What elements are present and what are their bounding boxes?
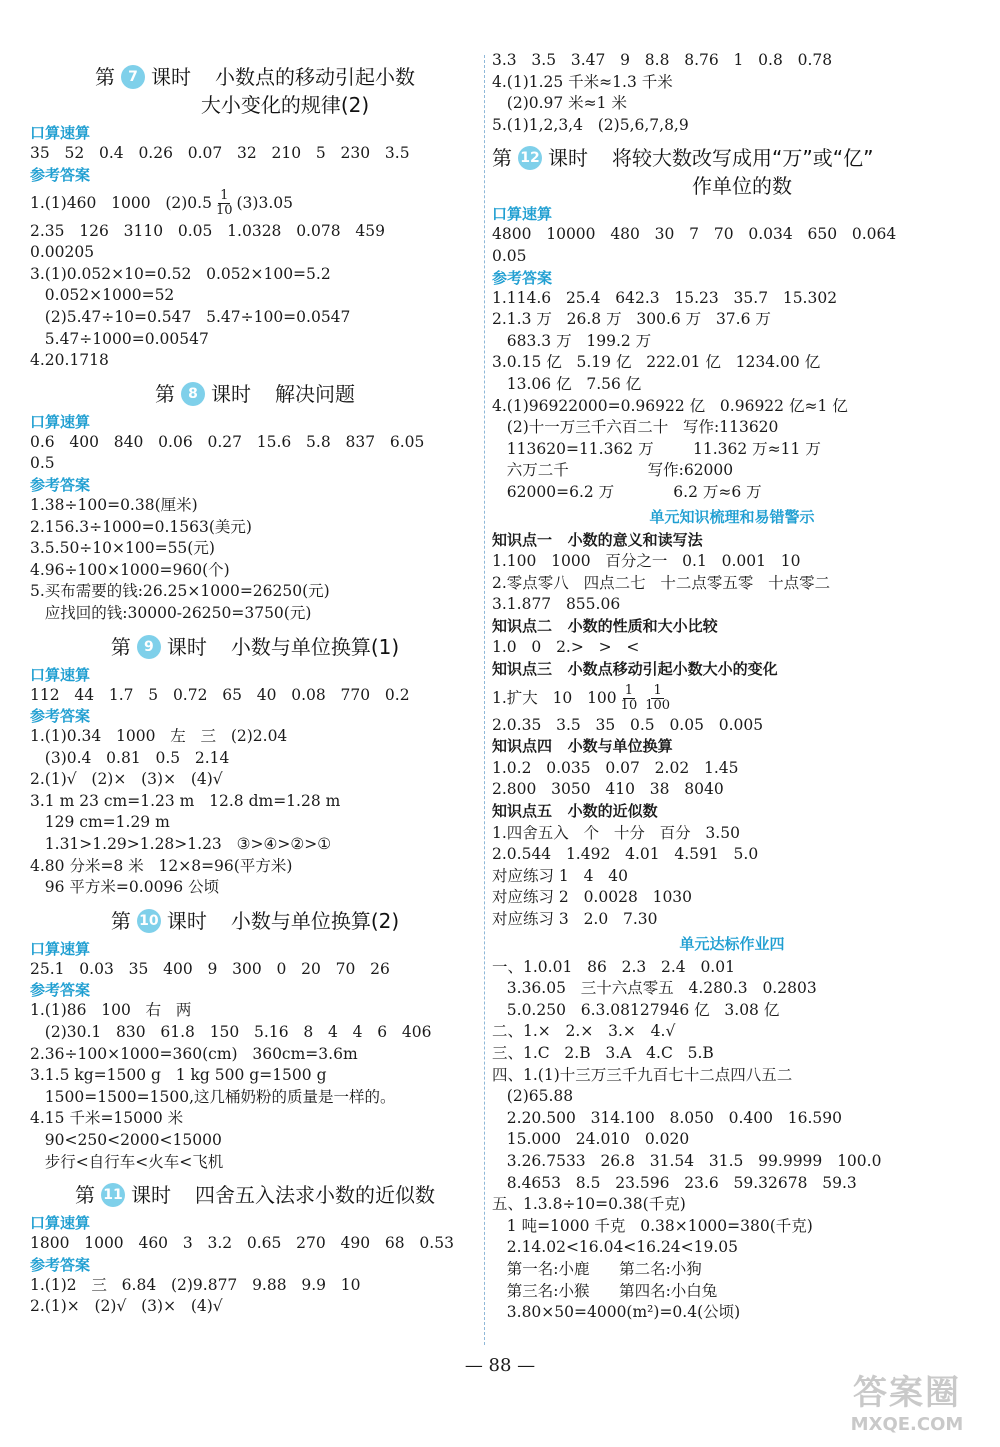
answer-line: 62000=6.2 万 6.2 万≈6 万 (492, 482, 762, 501)
lesson-suffix: 课时 (151, 65, 191, 89)
answer-line: (2)65.88 (492, 1087, 574, 1106)
answer-line: 15.000 24.010 0.020 (492, 1130, 690, 1149)
lesson-title: 小数点的移动引起小数 (215, 65, 415, 89)
knowledge-point-heading: 知识点四 小数与单位换算 (492, 737, 673, 756)
column-divider (484, 55, 485, 1345)
answer-line: 1.100 1000 百分之一 0.1 0.001 10 (492, 552, 801, 571)
answer-line: 4.20.1718 (30, 351, 109, 370)
answer-line: 2.0.544 1.492 4.01 4.591 5.0 (492, 845, 759, 864)
fraction (621, 684, 638, 713)
answer-line: 1.(1)2 三 6.84 (2)9.877 9.88 9.9 10 (30, 1275, 361, 1294)
answer-line: 5.买布需要的钱:26.25×1000=26250(元) (30, 582, 330, 601)
answer-line: 5.0.250 6.3.08127946 亿 3.08 亿 (492, 1000, 780, 1019)
fraction-denominator: 100 (645, 698, 671, 714)
answer-text: (3)3.05 (236, 193, 293, 212)
answer-line: 90<250<2000<15000 (30, 1131, 222, 1149)
practice-line: 对应练习 1 4 40 (492, 866, 628, 885)
answer-line: 二、1.× 2.× 3.× 4.√ (492, 1022, 676, 1041)
oral-calc-answers: 0.05 (492, 246, 527, 265)
answer-line: 4.(1)96922000=0.96922 亿 0.96922 亿≈1 亿 (492, 396, 848, 415)
answer-line: 3.80×50=4000(m²)=0.4(公顷) (492, 1303, 741, 1322)
answer-line: 4.96÷100×1000=960(个) (30, 560, 230, 579)
answer-line: 2.14.02<16.04<16.24<19.05 (492, 1238, 739, 1257)
lesson-title: 将较大数改写成用“万”或“亿” (612, 146, 874, 171)
practice-line: 对应练习 3 2.0 7.30 (492, 910, 658, 928)
right-column (492, 50, 972, 1324)
answer-line: 2.零点零八 四点二七 十二点零五零 十点零二 (492, 573, 831, 592)
lesson-prefix: 第 (75, 1183, 95, 1208)
lesson-12-heading (492, 144, 972, 200)
lesson-title: 小数与单位换算(1) (230, 634, 400, 659)
lesson-prefix: 第 (492, 146, 512, 171)
watermark-domain: MXQE.COM (850, 1414, 964, 1435)
answer-line: 3.5.50÷10×100=55(元) (30, 539, 215, 558)
fraction-numerator: 1 (624, 683, 634, 699)
answer-line: 2.1.3 万 26.8 万 300.6 万 37.6 万 (492, 310, 771, 329)
answer-line: 3.26.7533 26.8 31.54 31.5 99.9999 100.0 (492, 1151, 882, 1170)
answer-line: 第三名:小猴 第四名:小白兔 (492, 1281, 718, 1300)
site-watermark-logo (832, 1365, 982, 1435)
answer-line: 2.0.35 3.5 35 0.5 0.05 0.005 (492, 715, 764, 734)
lesson-8-heading (30, 380, 480, 408)
oral-calc-label: 口算速算 (30, 124, 91, 142)
answer-line: 一、1.0.01 86 2.3 2.4 0.01 (492, 957, 735, 976)
oral-calc-label: 口算速算 (492, 205, 553, 224)
lesson-suffix: 课时 (166, 634, 207, 659)
oral-calc-label: 口算速算 (30, 412, 91, 431)
answer-line: 2.20.500 314.100 8.050 0.400 16.590 (492, 1108, 843, 1127)
answer-line: 应找回的钱:30000-26250=3750(元) (30, 603, 312, 622)
answer-line: 8.4653 8.5 23.596 23.6 59.32678 59.3 (492, 1173, 857, 1192)
reference-answer-label: 参考答案 (30, 165, 91, 184)
answer-line: 5.(1)1,2,3,4 (2)5,6,7,8,9 (492, 115, 689, 134)
reference-answer-label: 参考答案 (30, 981, 91, 1000)
fraction (216, 189, 233, 218)
fraction-denominator: 10 (215, 203, 233, 219)
lesson-title: 四舍五入法求小数的近似数 (195, 1183, 435, 1208)
answer-text: 1.扩大 10 100 (492, 688, 617, 707)
left-column (30, 55, 480, 1318)
answer-line: (3)0.4 0.81 0.5 2.14 (30, 748, 230, 767)
answer-line: 1.114.6 25.4 642.3 15.23 35.7 15.302 (492, 288, 838, 307)
lesson-number-badge: 12 (518, 146, 542, 170)
answer-line: 1.(1)86 100 右 两 (30, 1001, 192, 1020)
lesson-title: 小数与单位换算(2) (230, 908, 400, 933)
reference-answer-label: 参考答案 (30, 707, 91, 726)
lesson-title: 解决问题 (275, 381, 355, 406)
oral-calc-answers: 1800 1000 460 3 3.2 0.65 270 490 68 0.53 (30, 1234, 454, 1253)
lesson-9-heading (30, 633, 480, 661)
oral-calc-label: 口算速算 (30, 1214, 91, 1233)
answer-line: 2.36÷100×1000=360(cm) 360cm=3.6m (30, 1044, 358, 1063)
answer-text: 1.(1)460 1000 (2)0.5 (30, 193, 212, 212)
fraction (645, 684, 670, 713)
answer-line: 4.15 千米=15000 米 (30, 1109, 184, 1128)
answer-line: 1 吨=1000 千克 0.38×1000=380(千克) (492, 1216, 813, 1235)
answer-line: (2)0.97 米≈1 米 (492, 94, 627, 113)
oral-calc-label: 口算速算 (30, 939, 91, 958)
answer-line: 3.1.877 855.06 (492, 595, 621, 614)
answer-line: (2)30.1 830 61.8 150 5.16 8 4 4 6 406 (30, 1023, 432, 1042)
answer-line: 2.35 126 3110 0.05 1.0328 0.078 459 (30, 221, 385, 240)
answer-line: 5.47÷1000=0.00547 (30, 329, 209, 348)
answer-line: 96 平方米=0.0096 公顷 (30, 878, 220, 897)
lesson-suffix: 课时 (166, 908, 207, 933)
lesson-prefix: 第 (110, 634, 131, 659)
answer-line: 129 cm=1.29 m (30, 813, 170, 832)
answer-line (30, 185, 480, 221)
knowledge-point-heading: 知识点一 小数的意义和读写法 (492, 530, 703, 549)
answer-line: 1.38÷100=0.38(厘米) (30, 495, 198, 514)
reference-answer-label: 参考答案 (30, 1255, 91, 1274)
lesson-suffix: 课时 (131, 1183, 171, 1208)
lesson-number-badge: 7 (121, 65, 145, 89)
answer-line: 五、1.3.8÷10=0.38(千克) (492, 1195, 686, 1214)
answer-line: 3.1.5 kg=1500 g 1 kg 500 g=1500 g (30, 1066, 327, 1085)
answer-line: 683.3 万 199.2 万 (492, 331, 652, 350)
answer-line: 1.四舍五入 个 十分 百分 3.50 (492, 823, 740, 842)
lesson-title-line2: 作单位的数 (692, 174, 792, 199)
lesson-suffix: 课时 (548, 146, 588, 171)
answer-line: 3.0.15 亿 5.19 亿 222.01 亿 1234.00 亿 (492, 353, 821, 372)
answer-line: 0.00205 (30, 243, 95, 262)
reference-answer-label: 参考答案 (492, 268, 553, 287)
lesson-suffix: 课时 (211, 381, 251, 406)
oral-calc-answers: 35 52 0.4 0.26 0.07 32 210 5 230 3.5 (30, 144, 410, 162)
answer-line: (2)十一万三千六百二十 写作:113620 (492, 418, 779, 437)
oral-calc-answers: 25.1 0.03 35 400 9 300 0 20 70 26 (30, 959, 390, 978)
answer-line: 0.052×1000=52 (30, 286, 175, 305)
answer-line: 三、1.C 2.B 3.A 4.C 5.B (492, 1043, 714, 1062)
practice-line: 对应练习 2 0.0028 1030 (492, 888, 693, 907)
oral-calc-label: 口算速算 (30, 665, 91, 684)
answer-line (492, 681, 972, 715)
answer-line: 113620=11.362 万 11.362 万≈11 万 (492, 439, 821, 458)
lesson-title-line2: 大小变化的规律(2) (200, 93, 370, 117)
knowledge-point-heading: 知识点二 小数的性质和大小比较 (492, 616, 718, 635)
answer-line: 六万二千 写作:62000 (492, 461, 734, 480)
knowledge-point-heading: 知识点三 小数点移动引起小数大小的变化 (492, 660, 778, 679)
answer-line: 四、1.(1)十三万三千九百七十二点四八五二 (492, 1065, 793, 1084)
oral-calc-answers: 0.5 (30, 454, 55, 473)
page-number: — 88 — (464, 1355, 536, 1376)
lesson-number-badge: 10 (137, 909, 161, 933)
lesson-prefix: 第 (110, 908, 131, 933)
answer-line: 第一名:小鹿 第二名:小狗 (492, 1259, 702, 1278)
oral-calc-answers: 112 44 1.7 5 0.72 65 40 0.08 770 0.2 (30, 685, 410, 704)
fraction-numerator: 1 (653, 683, 662, 699)
answer-line: 13.06 亿 7.56 亿 (492, 374, 642, 393)
answer-line: 1.0 0 2.> > < (492, 638, 640, 657)
answer-line: 1.31>1.29>1.28>1.23 ③>④>②>① (30, 835, 332, 854)
oral-calc-answers: 0.6 400 840 0.06 0.27 15.6 5.8 837 6.05 (30, 432, 425, 451)
lesson-11-heading (30, 1181, 480, 1209)
answer-line: 1500=1500=1500,这几桶奶粉的质量是一样的。 (30, 1087, 396, 1106)
lesson-10-heading (30, 907, 480, 935)
lesson-number-badge: 9 (137, 635, 161, 659)
fraction-denominator: 10 (620, 698, 638, 714)
answer-line: 3.3 3.5 3.47 9 8.8 8.76 1 0.8 0.78 (492, 51, 833, 69)
unit-assessment-title: 单元达标作业四 (679, 934, 785, 953)
answer-line: 1.(1)0.34 1000 左 三 (2)2.04 (30, 727, 288, 746)
answer-line: 2.(1)× (2)√ (3)× (4)√ (30, 1297, 223, 1316)
lesson-number-badge: 8 (181, 382, 205, 406)
lesson-prefix: 第 (95, 65, 115, 89)
answer-line: 3.1 m 23 cm=1.23 m 12.8 dm=1.28 m (30, 791, 341, 810)
unit-summary-title: 单元知识梳理和易错警示 (649, 507, 815, 526)
answer-line: 步行<自行车<火车<飞机 (30, 1152, 224, 1171)
answer-line: (2)5.47÷10=0.547 5.47÷100=0.0547 (30, 307, 351, 326)
answer-line: 4.(1)1.25 千米≈1.3 千米 (492, 72, 673, 91)
lesson-prefix: 第 (155, 381, 175, 406)
oral-calc-answers: 4800 10000 480 30 7 70 0.034 650 0.064 (492, 225, 897, 244)
watermark-text: 答案圈 (853, 1373, 961, 1413)
answer-line: 2.800 3050 410 38 8040 (492, 780, 724, 799)
answer-line: 1.0.2 0.035 0.07 2.02 1.45 (492, 758, 739, 777)
reference-answer-label: 参考答案 (30, 475, 91, 494)
answer-line: 3.36.05 三十六点零五 4.280.3 0.2803 (492, 979, 817, 998)
answer-line: 4.80 分米=8 米 12×8=96(平方米) (30, 856, 293, 875)
fraction-numerator: 1 (220, 188, 229, 204)
answer-line: 2.(1)√ (2)× (3)× (4)√ (30, 770, 223, 789)
answer-line: 2.156.3÷1000=0.1563(美元) (30, 517, 252, 536)
knowledge-point-heading: 知识点五 小数的近似数 (492, 802, 658, 821)
lesson-7-heading (30, 63, 480, 119)
answer-line: 3.(1)0.052×10=0.52 0.052×100=5.2 (30, 264, 331, 283)
lesson-number-badge: 11 (101, 1183, 125, 1207)
